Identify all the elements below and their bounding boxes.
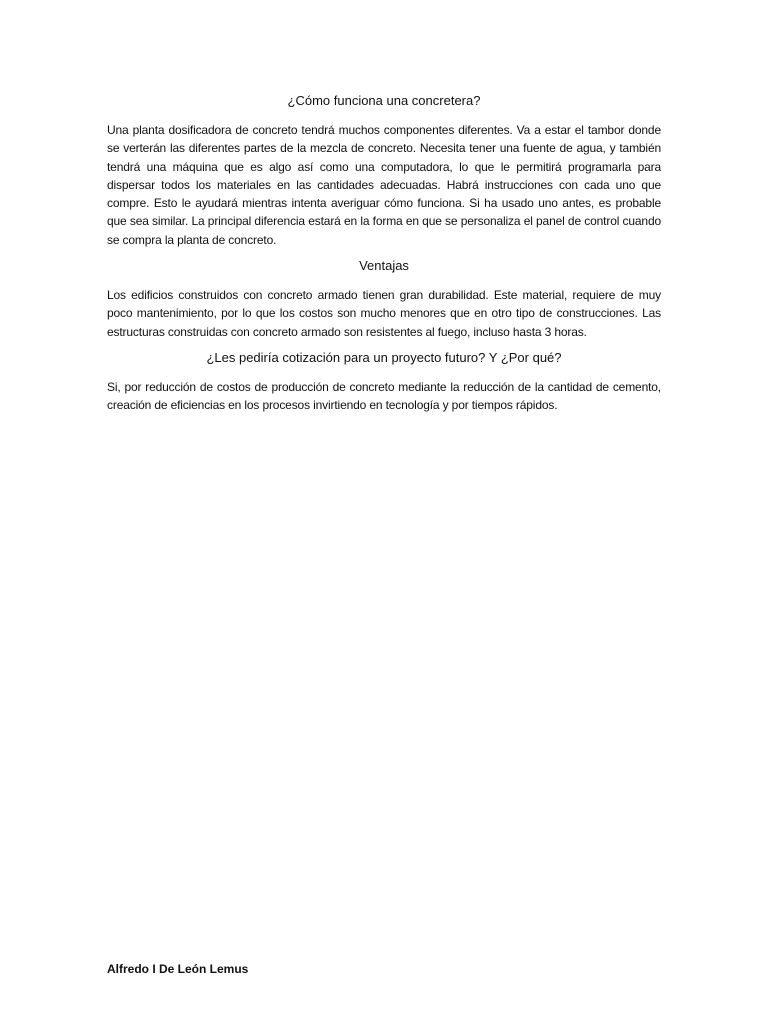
section-paragraph-como-funciona: Una planta dosificadora de concreto tendrá muchos componentes diferentes. Va a estar el tambor donde se verterán las diferentes partes de la mezcla de concreto. Necesita tener una fuente de agua, y también tendrá una máquina que es algo así como una computadora, lo que le permitirá programarla para dispersar todos los materiales en las cantidades adecuadas. Habrá instrucciones con cada uno que compre. Esto le ayudará mientras intenta averiguar cómo funciona. Si ha usado uno antes, es probable que sea similar. La principal diferencia estará en la forma en que se personaliza el panel de control cuando se compra la planta de concreto.: [107, 123, 661, 247]
section-heading-como-funciona: ¿Cómo funciona una concretera?: [287, 93, 481, 108]
section-paragraph-cotizacion: Si, por reducción de costos de producción de concreto mediante la reducción de la cantidad de cemento, creación de eficiencias en los procesos invirtiendo en tecnología y por tiempos rápidos.: [107, 379, 661, 413]
author-name: Alfredo I De León Lemus: [107, 962, 249, 976]
section-heading-cotizacion: ¿Les pediría cotización para un proyecto futuro? Y ¿Por qué?: [206, 349, 562, 365]
section-heading-ventajas: Ventajas: [359, 258, 409, 274]
section-paragraph-ventajas: Los edificios construidos con concreto armado tienen gran durabilidad. Este material, requiere de muy poco mantenimiento, por lo que los costos son mucho menores que en otro tipo de construcciones. Las estructuras construidas con concreto armado son resistentes al fuego, incluso hasta 3 horas.: [107, 288, 661, 339]
document-body: [107, 92, 661, 423]
